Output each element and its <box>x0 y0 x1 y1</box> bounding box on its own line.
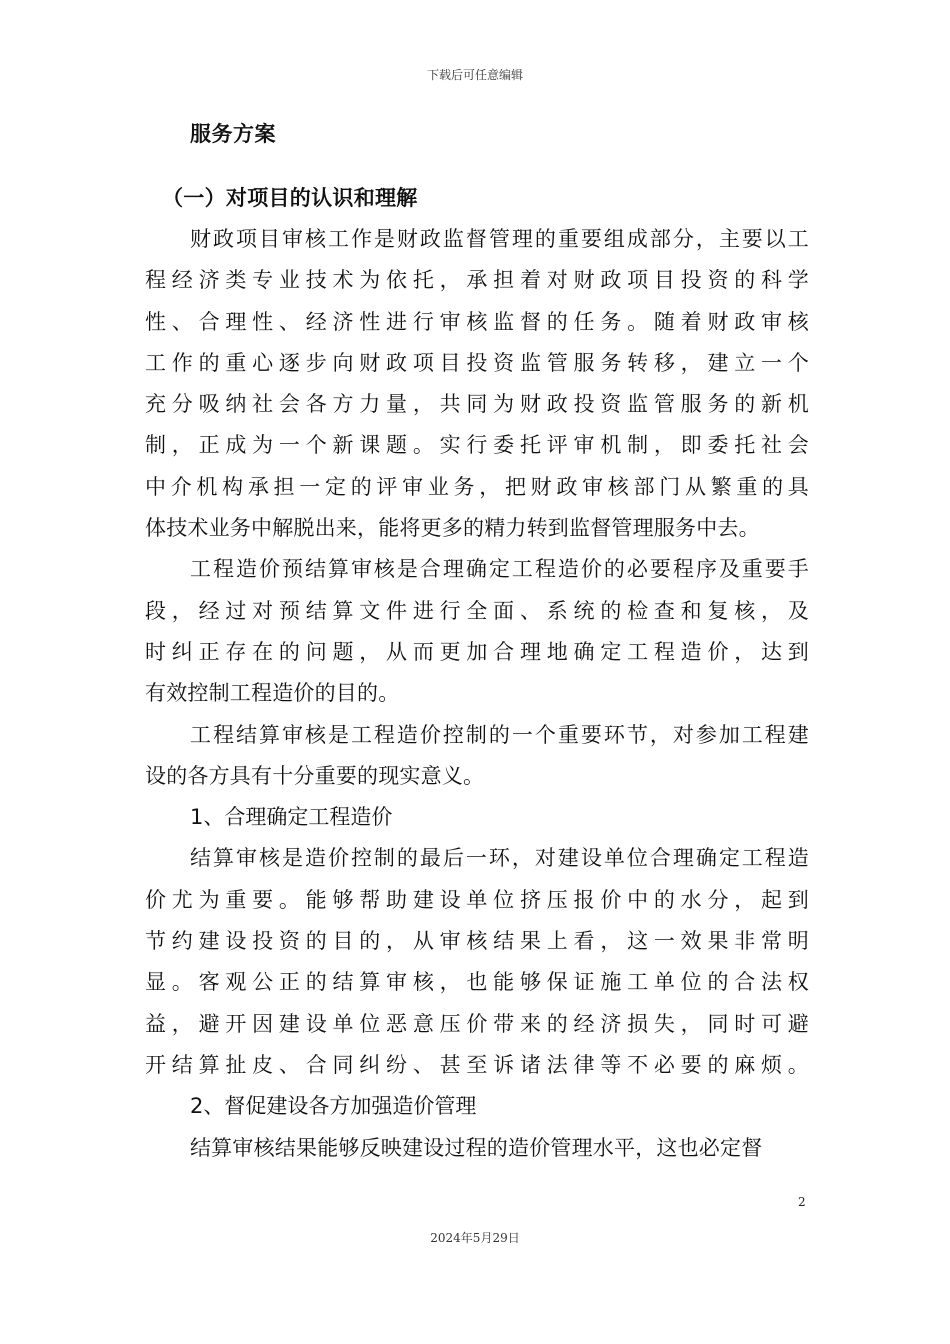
text-line: 价尤为重要。能够帮助建设单位挤压报价中的水分，起到 <box>145 887 809 912</box>
page-header: 下载后可任意编辑 <box>426 68 523 82</box>
text-line: 段，经过对预结算文件进行全面、系统的检查和复核，及 <box>145 598 809 623</box>
text-line: 结算审核结果能够反映建设过程的造价管理水平，这也必定督 <box>190 1135 763 1160</box>
text-line: 性、合理性、经济性进行审核监督的任务。随着财政审核 <box>145 309 809 334</box>
document-title: 服务方案 <box>190 122 276 146</box>
document-body <box>145 219 809 1169</box>
text-line: 程经济类专业技术为依托，承担着对财政项目投资的科学 <box>145 268 809 293</box>
text-line: 工作的重心逐步向财政项目投资监管服务转移，建立一个 <box>145 350 809 375</box>
text-line: 中介机构承担一定的评审业务，把财政审核部门从繁重的具 <box>145 474 809 499</box>
item-2-heading: 2、督促建设各方加强造价管理 <box>190 1094 477 1119</box>
text-line: 时纠正存在的问题，从而更加合理地确定工程造价，达到 <box>145 639 809 664</box>
text-line: 显。客观公正的结算审核，也能够保证施工单位的合法权 <box>145 970 809 995</box>
section-heading: （一）对项目的认识和理解 <box>162 186 418 210</box>
item-1-paragraph <box>145 838 809 1086</box>
text-line: 工程结算审核是工程造价控制的一个重要环节，对参加工程建 <box>190 722 809 747</box>
text-line: 结算审核是造价控制的最后一环，对建设单位合理确定工程造 <box>190 846 809 871</box>
text-line: 体技术业务中解脱出来，能将更多的精力转到监督管理服务中去。 <box>145 516 760 541</box>
page-number: 2 <box>798 1195 806 1209</box>
text-line: 设的各方具有十分重要的现实意义。 <box>145 763 485 788</box>
page-footer-date: 2024年5月29日 <box>430 1231 520 1245</box>
text-line: 工程造价预结算审核是合理确定工程造价的必要程序及重要手 <box>190 557 809 582</box>
paragraph-1 <box>145 219 809 549</box>
paragraph-2 <box>145 549 809 714</box>
text-line: 有效控制工程造价的目的。 <box>145 681 400 706</box>
text-line: 开结算扯皮、合同纠纷、甚至诉诸法律等不必要的麻烦。 <box>145 1052 809 1077</box>
text-line: 节约建设投资的目的，从审核结果上看，这一效果非常明 <box>145 929 809 954</box>
paragraph-3 <box>145 715 809 798</box>
text-line: 充分吸纳社会各方力量，共同为财政投资监管服务的新机 <box>145 392 809 417</box>
item-2-paragraph <box>145 1128 809 1169</box>
item-1-heading: 1、合理确定工程造价 <box>190 805 393 830</box>
text-line: 财政项目审核工作是财政监督管理的重要组成部分，主要以工 <box>190 227 809 251</box>
text-line: 制，正成为一个新课题。实行委托评审机制，即委托社会 <box>145 433 809 458</box>
text-line: 益，避开因建设单位恶意压价带来的经济损失，同时可避 <box>145 1011 809 1036</box>
